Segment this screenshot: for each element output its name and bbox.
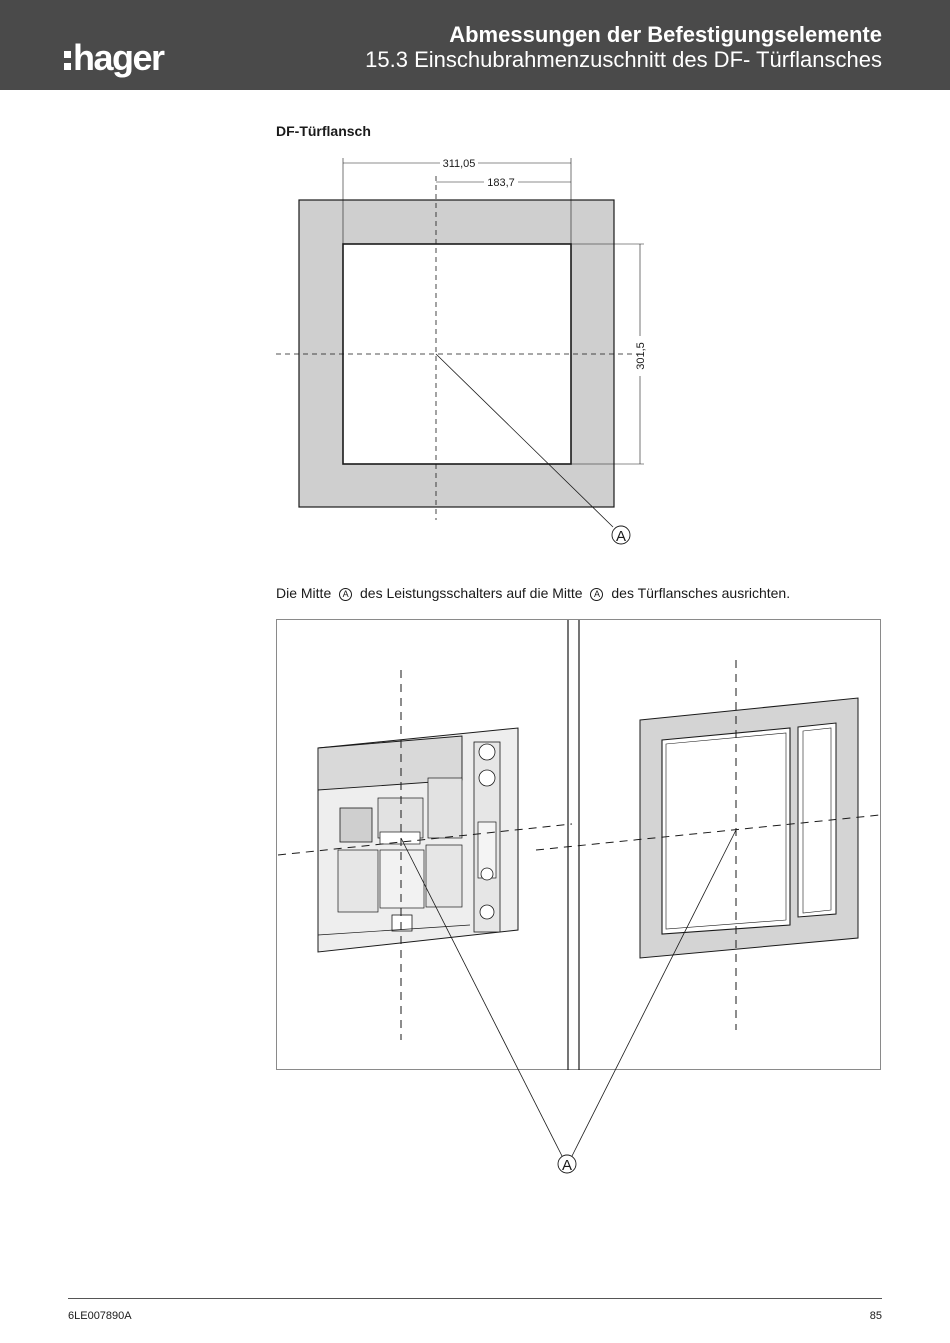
instruction-part3: des Türflansches ausrichten. — [611, 585, 791, 601]
instruction-part1: Die Mitte — [276, 585, 332, 601]
section-heading: DF-Türflansch — [276, 123, 371, 139]
footer-doc-number: 6LE007890A — [68, 1310, 132, 1322]
header-subtitle: 15.3 Einschubrahmenzuschnitt des DF- Türflansches — [365, 47, 882, 72]
header-title: Abmessungen der Befestigungselemente — [449, 22, 882, 47]
instruction-part2: des Leistungsschalters auf die Mitte — [360, 585, 583, 601]
logo-text: hager — [73, 37, 164, 78]
dim-width-center: 183,7 — [487, 177, 515, 189]
footer-rule — [68, 1298, 882, 1299]
marker-a-2: A — [590, 588, 603, 601]
illustration-callout-label: A — [561, 1157, 573, 1174]
callout-label: A — [615, 528, 627, 545]
marker-a-1: A — [339, 588, 352, 601]
dim-height: 301,5 — [635, 342, 647, 370]
dim-width-outer: 311,05 — [442, 158, 476, 170]
footer-page-number: 85 — [869, 1310, 882, 1322]
